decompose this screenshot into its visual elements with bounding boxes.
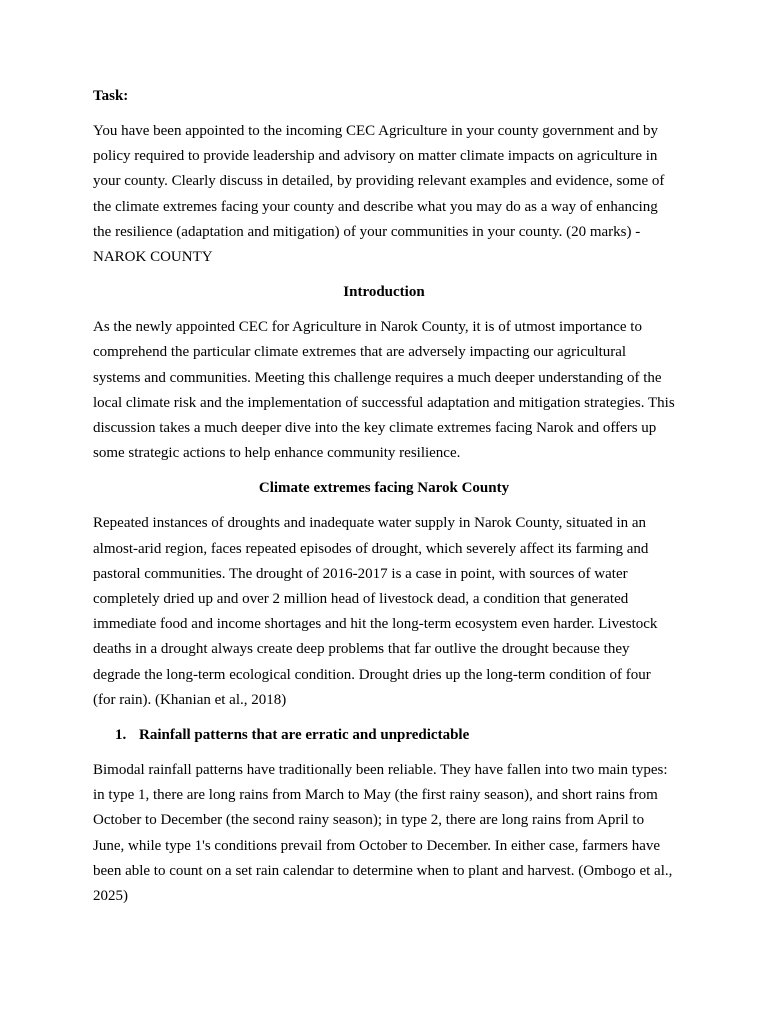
climate-extremes-heading: Climate extremes facing Narok County <box>258 480 510 497</box>
introduction-body: As the newly appointed CEC for Agriculture in Narok County, it is of utmost importance to comprehend the particular climate extremes that are adversely impacting our agricultural systems and communities. Meeting this challenge requires a much deeper understanding of the local climate risk and the implementation of successful adaptation and mitigation strategies. This discussion takes a much deeper dive into the key climate extremes facing Narok and offers up some strategic actions to help enhance community resilience. <box>93 319 675 462</box>
climate-extremes-body: Repeated instances of droughts and inadequate water supply in Narok County, situated in an almost-arid region, faces repeated episodes of drought, which severely affect its farming and pastoral communities. The drought of 2016-2017 is a case in point, with sources of water completely dried up and over 2 million head of livestock dead, a condition that generated immediate food and income shortages and hit the long-term ecosystem even harder. Livestock deaths in a drought always create deep problems that far outlive the drought because they degrade the long-term ecological condition. Drought dries up the long-term condition of four (for rain). (Khanian et al., 2018) <box>93 515 658 708</box>
rainfall-body: Bimodal rainfall patterns have traditionally been reliable. They have fallen into two main types: in type 1, there are long rains from March to May (the first rainy season), and short rains from October to December (the second rainy season); in type 2, there are long rains from April to June, while type 1's conditions prevail from October to December. In either case, farmers have been able to count on a set rain calendar to determine when to plant and harvest. (Ombogo et al., 2025) <box>93 762 673 905</box>
task-body: You have been appointed to the incoming CEC Agriculture in your county government and by policy required to provide leadership and advisory on matter climate impacts on agriculture in your county. Clearly discuss in detailed, by providing relevant examples and evidence, some of the climate extremes facing your county and describe what you may do as a way of enhancing the resilience (adaptation and mitigation) of your communities in your county. (20 marks) -NAROK COUNTY <box>93 123 665 266</box>
rainfall-list-number: 1. <box>115 727 127 744</box>
rainfall-heading: Rainfall patterns that are erratic and unpredictable <box>139 727 470 744</box>
document-page <box>93 84 675 919</box>
rainfall-list-item <box>93 723 675 748</box>
introduction-heading: Introduction <box>343 284 425 301</box>
task-heading: Task: <box>93 88 129 104</box>
